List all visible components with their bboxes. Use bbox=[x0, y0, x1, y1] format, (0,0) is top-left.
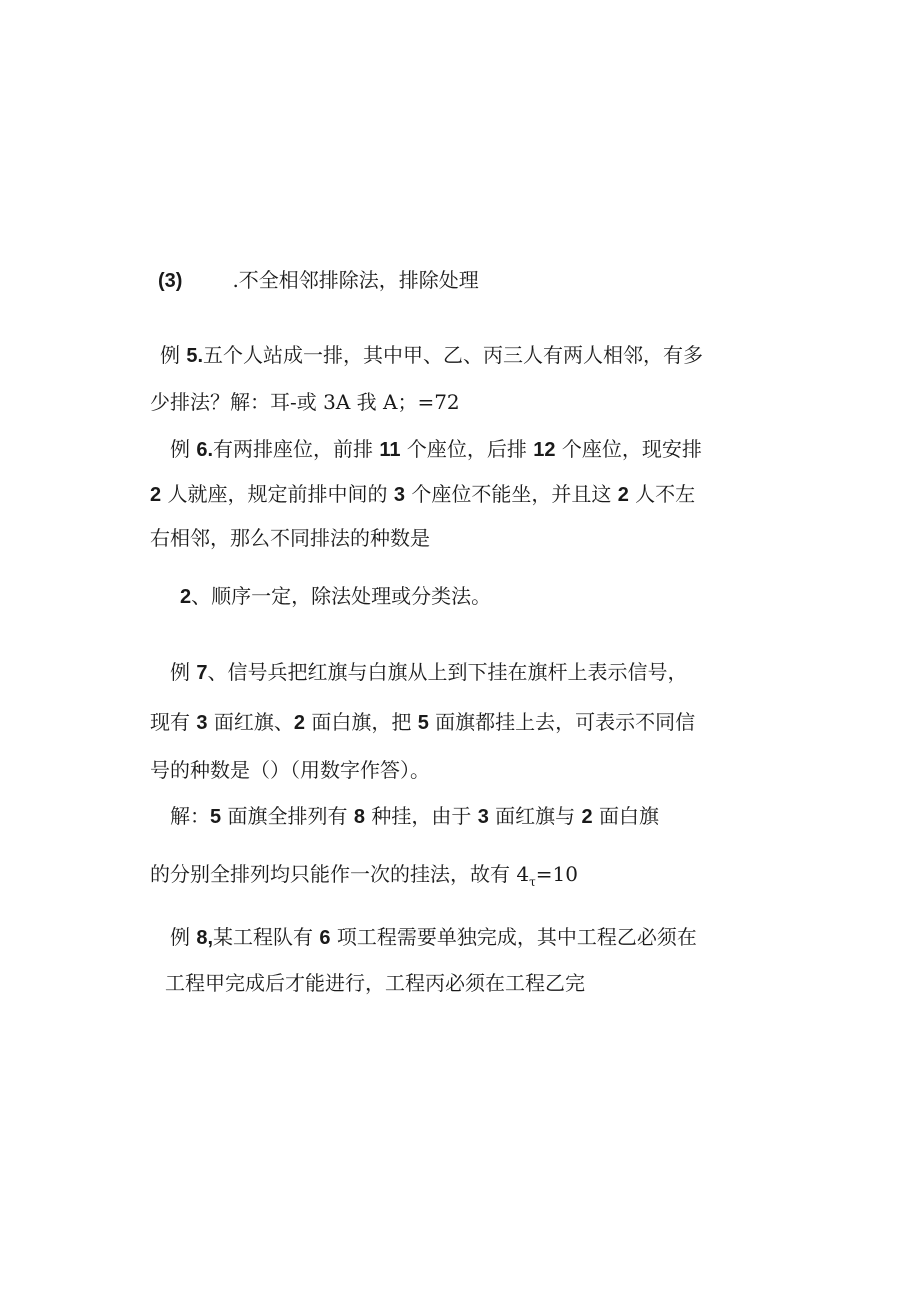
example-6-line-3 bbox=[150, 526, 430, 550]
example-6-prefix: 例 bbox=[170, 437, 197, 461]
section-2-heading bbox=[180, 584, 491, 609]
example-5-solution: 少排法？解：耳-或 3A 我 A；=72 bbox=[150, 390, 460, 414]
example-6-num-2b: 2 bbox=[617, 484, 629, 506]
example-8-prefix: 例 bbox=[170, 925, 197, 949]
example-5-line-1 bbox=[160, 343, 703, 368]
example-7-num-5: 5 bbox=[417, 712, 429, 734]
solution-7-subscript: τ bbox=[529, 875, 536, 889]
example-7-number: 7 bbox=[196, 662, 208, 684]
example-7-line-2 bbox=[150, 710, 695, 735]
solution-7-line-2 bbox=[150, 862, 578, 894]
example-7-text-a: 、信号兵把红旗与白旗从上到下挂在旗杆上表示信号， bbox=[207, 660, 688, 684]
solution-7-result: =10 bbox=[535, 862, 578, 886]
example-8-number: 8, bbox=[196, 927, 214, 949]
solution-7-num-3: 3 bbox=[477, 806, 489, 828]
example-6-line-2 bbox=[150, 482, 695, 507]
example-8-num-6: 6 bbox=[319, 927, 331, 949]
example-7-num-3: 3 bbox=[196, 712, 208, 734]
solution-7-text-e: 的分别全排列均只能作一次的挂法，故有 4 bbox=[150, 862, 530, 886]
example-8-line-2 bbox=[165, 971, 585, 995]
example-6-number: 6. bbox=[196, 439, 214, 461]
solution-7-text-a: 面旗全排列有 bbox=[221, 804, 354, 828]
example-8-line-1 bbox=[170, 925, 697, 950]
solution-7-num-2: 2 bbox=[581, 806, 593, 828]
section-3-number: (3) bbox=[158, 270, 183, 292]
example-7-line-1 bbox=[170, 660, 687, 685]
example-8-text-b: 项工程需要单独完成，其中工程乙必须在 bbox=[330, 925, 697, 949]
section-3-title: .不全相邻排除法，排除处理 bbox=[232, 268, 479, 292]
example-6-line-1 bbox=[170, 437, 702, 462]
example-6-num-12: 12 bbox=[533, 439, 556, 461]
example-5-text: 五个人站成一排，其中甲、乙、丙三人有两人相邻，有多 bbox=[203, 343, 704, 367]
example-5-number: 5. bbox=[186, 345, 204, 367]
example-7-text-b: 现有 bbox=[150, 710, 197, 734]
example-7-text-d: 面白旗，把 bbox=[304, 710, 418, 734]
example-8-text-c: 工程甲完成后才能进行，工程丙必须在工程乙完 bbox=[165, 971, 585, 995]
example-6-question: 右相邻，那么不同排法的种数是 bbox=[150, 526, 430, 550]
example-7-question: 号的种数是（）（用数字作答）。 bbox=[150, 758, 430, 782]
example-7-num-2: 2 bbox=[293, 712, 305, 734]
example-6-num-3: 3 bbox=[393, 484, 405, 506]
example-8-text-a: 某工程队有 bbox=[213, 925, 320, 949]
example-6-text-a: 有两排座位，前排 bbox=[213, 437, 380, 461]
example-5-line-2 bbox=[150, 390, 460, 414]
example-7-prefix: 例 bbox=[170, 660, 197, 684]
example-7-text-c: 面红旗、 bbox=[207, 710, 294, 734]
example-7-text-e: 面旗都挂上去，可表示不同信 bbox=[428, 710, 696, 734]
example-6-text-b: 个座位，后排 bbox=[400, 437, 534, 461]
example-6-text-f: 人不左 bbox=[628, 482, 696, 506]
example-6-num-11: 11 bbox=[379, 439, 401, 461]
section-2-title: 、顺序一定，除法处理或分类法。 bbox=[191, 584, 492, 608]
solution-7-text-c: 面红旗与 bbox=[488, 804, 582, 828]
example-6-text-e: 个座位不能坐，并且这 bbox=[404, 482, 618, 506]
section-2-number: 2 bbox=[180, 586, 192, 608]
solution-7-num-5: 5 bbox=[210, 806, 222, 828]
solution-7-text-b: 种挂，由于 bbox=[364, 804, 478, 828]
example-6-text-d: 人就座，规定前排中间的 bbox=[161, 482, 394, 506]
solution-7-text-d: 面白旗 bbox=[592, 804, 660, 828]
example-7-line-3 bbox=[150, 758, 430, 782]
solution-7-num-8: 8 bbox=[353, 806, 365, 828]
example-5-prefix: 例 bbox=[160, 343, 187, 367]
section-3-heading bbox=[158, 268, 479, 293]
solution-7-prefix: 解： bbox=[170, 804, 210, 828]
solution-7-line-1 bbox=[170, 804, 659, 829]
example-6-num-2a: 2 bbox=[150, 484, 162, 506]
example-6-text-c: 个座位，现安排 bbox=[555, 437, 702, 461]
